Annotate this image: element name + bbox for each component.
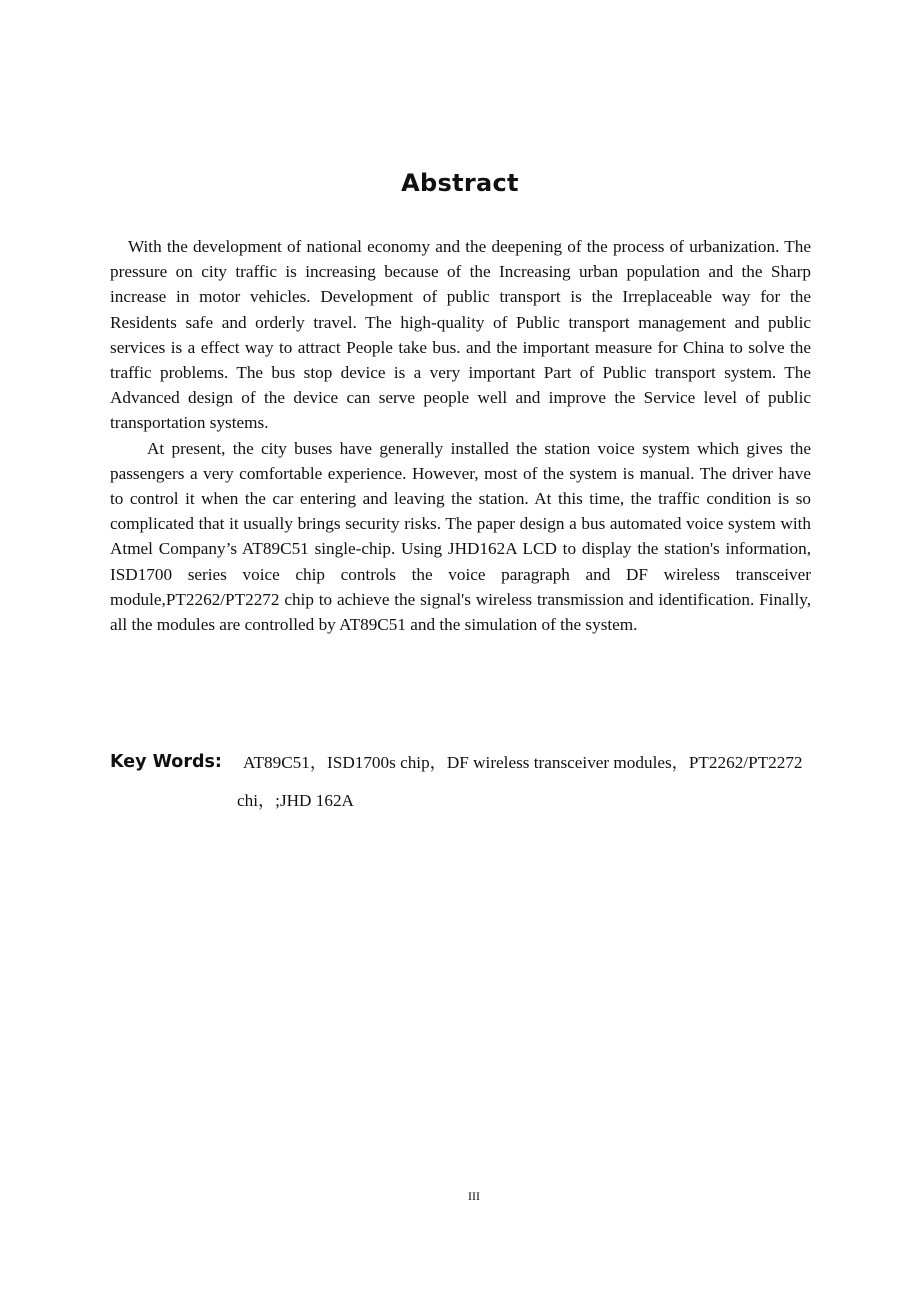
keywords-line-2: chi，;JHD 162A <box>237 791 354 810</box>
keywords-line-1: AT89C51，ISD1700s chip，DF wireless transceiver modules，PT2262/PT2272 <box>243 753 803 772</box>
abstract-paragraph-1: With the development of national economy and the deepening of the process of urbanization. The pressure on city traffic is increasing because of the Increasing urban population and the Sharp increase in motor vehicles. Development of public transport is the Irreplaceable way for the Residents safe and orderly travel. The high-quality of Public transport management and public services is a effect way to attract People take bus. and the important measure for China to solve the traffic problems. The bus stop device is a very important Part of Public transport system. The Advanced design of the device can serve people well and improve the Service level of public transportation systems. <box>110 237 811 433</box>
keywords-label: Key Words: <box>110 752 222 772</box>
abstract-body <box>110 234 811 637</box>
abstract-paragraph-2: At present, the city buses have generally installed the station voice system which gives the passengers a very comfortable experience. However, most of the system is manual. The driver have to control it when the car entering and leaving the station. At this time, the traffic condition is so complicated that it usually brings security risks. The paper design a bus automated voice system with Atmel Company’s AT89C51 single-chip. Using JHD162A LCD to display the station's information, ISD1700 series voice chip controls the voice paragraph and DF wireless transceiver module,PT2262/PT2272 chip to achieve the signal's wireless transmission and identification. Finally, all the modules are controlled by AT89C51 and the simulation of the system. <box>110 438 811 635</box>
abstract-title: Abstract <box>401 169 519 197</box>
page-number: III <box>468 1189 480 1203</box>
